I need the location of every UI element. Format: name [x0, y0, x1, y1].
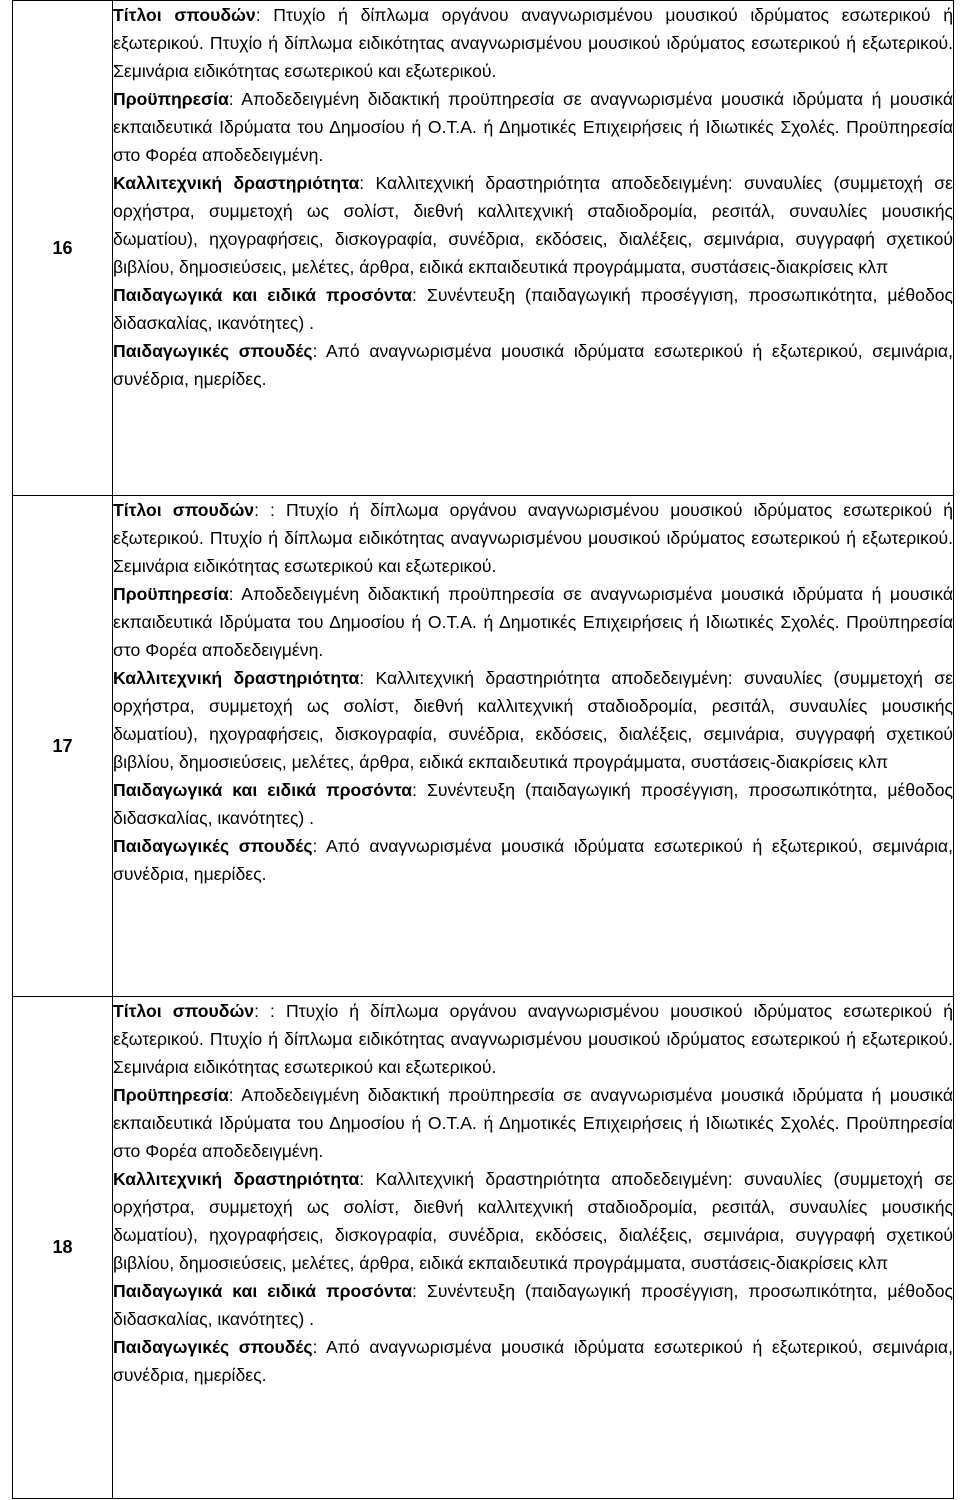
experience-text: : Αποδεδειγμένη διδακτική προϋπηρεσία σε αναγνωρισμένα μουσικά ιδρύματα ή μουσικά εκπαιδευτικά Ιδρύματα του Δημοσίου ή Ο.Τ.Α. ή Δημοτικές Επιχειρήσεις ή Ιδιωτικές Σχολές. Προϋπηρεσία στο Φορέα αποδεδειγμένη. [113, 584, 953, 660]
table-row [13, 496, 954, 997]
row-content [113, 997, 954, 1499]
table-row [13, 1, 954, 496]
artistic-label: Καλλιτεχνική δραστηριότητα [113, 1169, 360, 1189]
titles-label: Τίτλοι σπουδών [113, 1001, 255, 1021]
experience-paragraph [113, 1081, 953, 1165]
pedagogical-paragraph [113, 776, 953, 832]
artistic-label: Καλλιτεχνική δραστηριότητα [113, 173, 360, 193]
pedagogical-label: Παιδαγωγικά και ειδικά προσόντα [113, 1281, 413, 1301]
row-content [113, 1, 954, 496]
artistic-paragraph [113, 169, 953, 281]
row-content [113, 496, 954, 997]
pedagogical-text: : Συνέντευξη (παιδαγωγική προσέγγιση, προσωπικότητα, μέθοδος διδασκαλίας, ικανότητες) . [113, 285, 953, 333]
experience-text: : Αποδεδειγμένη διδακτική προϋπηρεσία σε αναγνωρισμένα μουσικά ιδρύματα ή μουσικά εκπαιδευτικά Ιδρύματα του Δημοσίου ή Ο.Τ.Α. ή Δημοτικές Επιχειρήσεις ή Ιδιωτικές Σχολές. Προϋπηρεσία στο Φορέα αποδεδειγμένη. [113, 1085, 953, 1161]
row-number: 16 [13, 1, 113, 496]
artistic-paragraph [113, 1165, 953, 1277]
qualifications-table [12, 0, 954, 1499]
experience-text: : Αποδεδειγμένη διδακτική προϋπηρεσία σε αναγνωρισμένα μουσικά ιδρύματα ή μουσικά εκπαιδευτικά Ιδρύματα του Δημοσίου ή Ο.Τ.Α. ή Δημοτικές Επιχειρήσεις ή Ιδιωτικές Σχολές. Προϋπηρεσία στο Φορέα αποδεδειγμένη. [113, 89, 953, 165]
titles-text: Πτυχίο ή δίπλωμα οργάνου αναγνωρισμένου μουσικού ιδρύματος εσωτερικού ή εξωτερικού. Πτυχίο ή δίπλωμα ειδικότητας αναγνωρισμένου μουσικού ιδρύματος εσωτερικού ή εξωτερικού. Σεμινάρια ειδικότητας εσωτερικού και εξωτερικού. [113, 1001, 954, 1077]
experience-label: Προϋπηρεσία [113, 89, 229, 109]
artistic-paragraph [113, 664, 953, 776]
experience-label: Προϋπηρεσία [113, 584, 229, 604]
studies-paragraph [113, 832, 953, 888]
artistic-text: : Καλλιτεχνική δραστηριότητα αποδεδειγμένη: συναυλίες (συμμετοχή σε ορχήστρα, συμμετοχή ως σολίστ, διεθνή καλλιτεχνική σταδιοδρομία, ρεσιτάλ, συναυλίες μουσικής δωματίου), ηχογραφήσεις, δισκογραφία, συνέδρια, εκδόσεις, διαλέξεις, σεμινάρια, συγγραφή σχετικού βιβλίου, δημοσιεύσεις, μελέτες, άρθρα, ειδικά εκπαιδευτικά προγράμματα, συστάσεις-διακρίσεις κλπ [113, 1169, 953, 1273]
pedagogical-label: Παιδαγωγικά και ειδικά προσόντα [113, 780, 413, 800]
studies-label: Παιδαγωγικές σπουδές [113, 1337, 313, 1357]
artistic-label: Καλλιτεχνική δραστηριότητα [113, 668, 360, 688]
row-number: 18 [13, 997, 113, 1499]
pedagogical-text: : Συνέντευξη (παιδαγωγική προσέγγιση, προσωπικότητα, μέθοδος διδασκαλίας, ικανότητες) . [113, 780, 953, 828]
titles-text: Πτυχίο ή δίπλωμα οργάνου αναγνωρισμένου μουσικού ιδρύματος εσωτερικού ή εξωτερικού. Πτυχίο ή δίπλωμα ειδικότητας αναγνωρισμένου μουσικού ιδρύματος εσωτερικού ή εξωτερικού. Σεμινάρια ειδικότητας εσωτερικού και εξωτερικού. [113, 500, 954, 576]
titles-paragraph [113, 496, 953, 580]
titles-text: Πτυχίο ή δίπλωμα οργάνου αναγνωρισμένου μουσικού ιδρύματος εσωτερικού ή εξωτερικού. Πτυχίο ή δίπλωμα ειδικότητας αναγνωρισμένου μουσικού ιδρύματος εσωτερικού ή εξωτερικού. Σεμινάρια ειδικότητας εσωτερικού και εξωτερικού. [113, 5, 953, 81]
titles-label: Τίτλοι σπουδών [113, 5, 256, 25]
pedagogical-paragraph [113, 281, 953, 337]
pedagogical-text: : Συνέντευξη (παιδαγωγική προσέγγιση, προσωπικότητα, μέθοδος διδασκαλίας, ικανότητες) . [113, 1281, 953, 1329]
studies-label: Παιδαγωγικές σπουδές [113, 341, 313, 361]
studies-paragraph [113, 337, 953, 393]
titles-label: Τίτλοι σπουδών [113, 500, 255, 520]
row-number: 17 [13, 496, 113, 997]
studies-paragraph [113, 1333, 953, 1389]
studies-label: Παιδαγωγικές σπουδές [113, 836, 313, 856]
studies-text: : Από αναγνωρισμένα μουσικά ιδρύματα εσωτερικού ή εξωτερικού, σεμινάρια, συνέδρια, ημερίδες. [113, 341, 953, 389]
pedagogical-label: Παιδαγωγικά και ειδικά προσόντα [113, 285, 413, 305]
pedagogical-paragraph [113, 1277, 953, 1333]
studies-text: : Από αναγνωρισμένα μουσικά ιδρύματα εσωτερικού ή εξωτερικού, σεμινάρια, συνέδρια, ημερίδες. [113, 836, 953, 884]
studies-text: : Από αναγνωρισμένα μουσικά ιδρύματα εσωτερικού ή εξωτερικού, σεμινάρια, συνέδρια, ημερίδες. [113, 1337, 953, 1385]
experience-paragraph [113, 85, 953, 169]
titles-separator: : : [254, 500, 287, 520]
titles-paragraph [113, 997, 953, 1081]
titles-paragraph [113, 1, 953, 85]
experience-paragraph [113, 580, 953, 664]
titles-separator: : : [254, 1001, 287, 1021]
experience-label: Προϋπηρεσία [113, 1085, 229, 1105]
artistic-text: : Καλλιτεχνική δραστηριότητα αποδεδειγμένη: συναυλίες (συμμετοχή σε ορχήστρα, συμμετοχή ως σολίστ, διεθνή καλλιτεχνική σταδιοδρομία, ρεσιτάλ, συναυλίες μουσικής δωματίου), ηχογραφήσεις, δισκογραφία, συνέδρια, εκδόσεις, διαλέξεις, σεμινάρια, συγγραφή σχετικού βιβλίου, δημοσιεύσεις, μελέτες, άρθρα, ειδικά εκπαιδευτικά προγράμματα, συστάσεις-διακρίσεις κλπ [113, 173, 953, 277]
titles-separator: : [255, 5, 274, 25]
table-row [13, 997, 954, 1499]
artistic-text: : Καλλιτεχνική δραστηριότητα αποδεδειγμένη: συναυλίες (συμμετοχή σε ορχήστρα, συμμετοχή ως σολίστ, διεθνή καλλιτεχνική σταδιοδρομία, ρεσιτάλ, συναυλίες μουσικής δωματίου), ηχογραφήσεις, δισκογραφία, συνέδρια, εκδόσεις, διαλέξεις, σεμινάρια, συγγραφή σχετικού βιβλίου, δημοσιεύσεις, μελέτες, άρθρα, ειδικά εκπαιδευτικά προγράμματα, συστάσεις-διακρίσεις κλπ [113, 668, 953, 772]
